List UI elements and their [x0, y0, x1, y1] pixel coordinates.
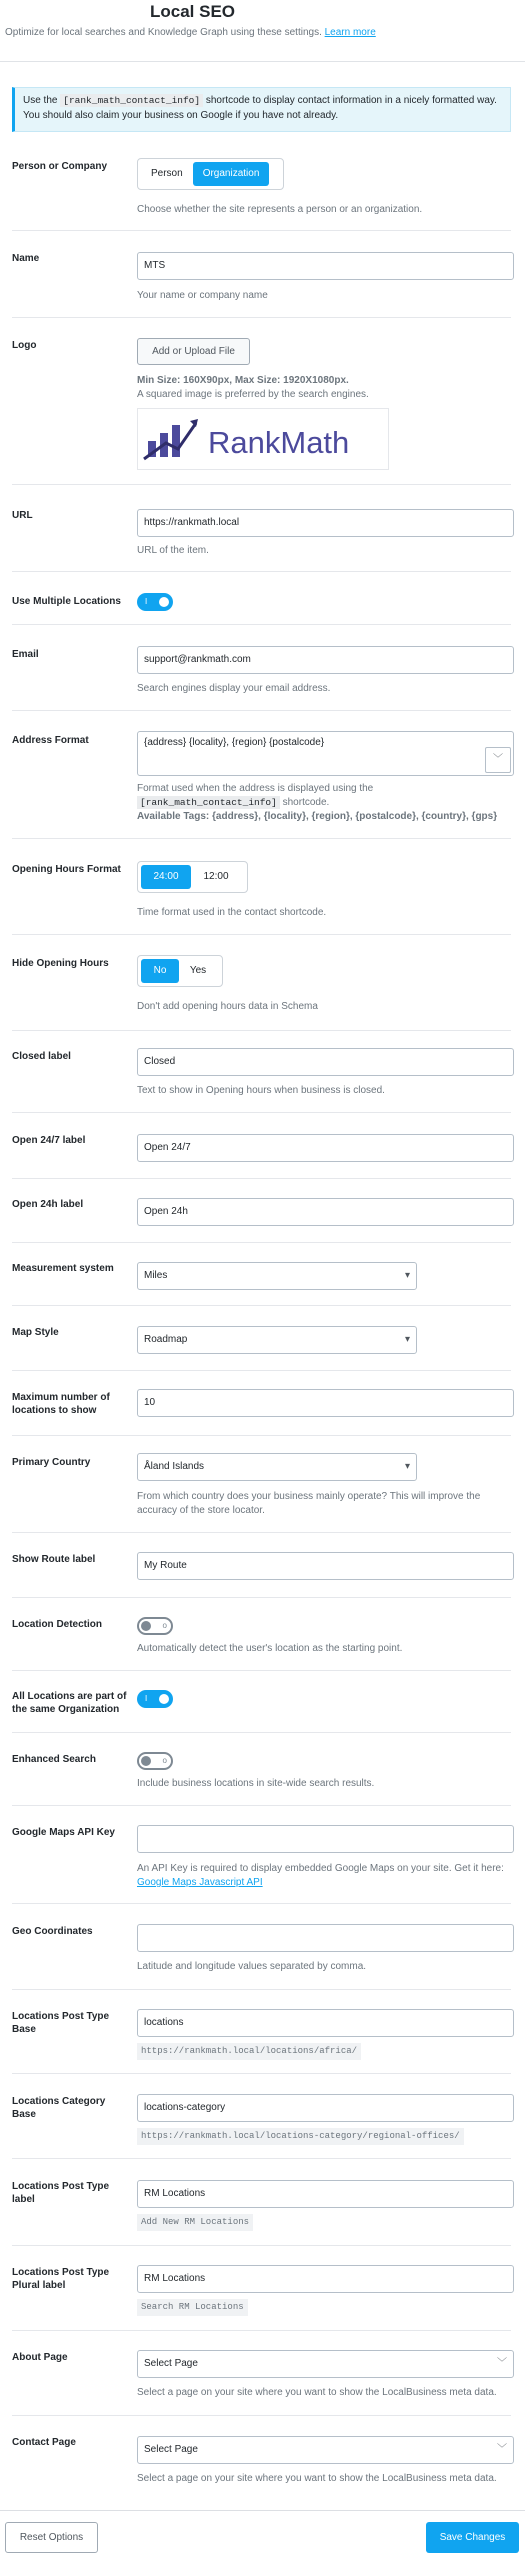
person-company-toggle [137, 158, 284, 190]
learn-more-link[interactable]: Learn more [324, 27, 376, 38]
hide-hours-desc: Don't add opening hours data in Schema [137, 1001, 318, 1012]
person-option[interactable]: Person [151, 168, 183, 179]
rankmath-logo-icon [138, 409, 388, 469]
divider [12, 1178, 511, 1179]
hide-hours-yes-option[interactable]: Yes [189, 965, 207, 976]
post-type-base-example: https://rankmath.local/locations/africa/ [137, 2043, 361, 2060]
about-page-select[interactable]: Select Page ﹀ [137, 2350, 514, 2378]
about-page-desc: Select a page on your site where you want to show the LocalBusiness meta data. [137, 2387, 497, 2398]
divider [12, 1370, 511, 1371]
logo-preview [137, 408, 389, 470]
reset-options-button[interactable]: Reset Options [5, 2522, 98, 2553]
about-page-label: About Page [12, 2352, 68, 2363]
shortcode-code: [rank_math_contact_info] [60, 94, 203, 107]
multi-locations-label: Use Multiple Locations [12, 596, 121, 607]
measurement-select[interactable]: Miles ▾ [137, 1262, 417, 1290]
person-company-desc: Choose whether the site represents a person or an organization. [137, 204, 423, 215]
same-org-toggle[interactable]: I [137, 1690, 173, 1708]
name-label: Name [12, 253, 40, 264]
name-desc: Your name or company name [137, 290, 268, 301]
closed-label-field[interactable]: Closed [137, 1048, 514, 1076]
hours-format-toggle [137, 861, 248, 893]
gmaps-key-label: Google Maps API Key [12, 1827, 115, 1838]
post-type-plural-field[interactable]: RM Locations [137, 2265, 514, 2293]
contact-page-select[interactable]: Select Page ﹀ [137, 2436, 514, 2464]
divider [12, 2415, 511, 2416]
category-base-field[interactable]: locations-category [137, 2094, 514, 2122]
divider [12, 2245, 511, 2246]
divider [12, 1112, 511, 1113]
hours-format-desc: Time format used in the contact shortcode. [137, 907, 327, 918]
person-company-label: Person or Company [12, 161, 108, 172]
contact-page-desc: Select a page on your site where you want to show the LocalBusiness meta data. [137, 2473, 497, 2484]
gmaps-api-link[interactable]: Google Maps Javascript API [137, 1877, 263, 1888]
logo-pref-info: A squared image is preferred by the search engines. [137, 389, 369, 400]
hide-hours-no-option[interactable]: No [141, 959, 179, 983]
email-label: Email [12, 649, 39, 660]
divider [12, 1670, 511, 1671]
divider [12, 571, 511, 572]
map-style-label: Map Style [12, 1327, 59, 1338]
logo-brand-text: RankMath [208, 425, 350, 460]
divider [12, 624, 511, 625]
email-field[interactable]: support@rankmath.com [137, 646, 514, 674]
hours-format-label: Opening Hours Format [12, 864, 121, 875]
divider [12, 2330, 511, 2331]
show-route-label: Show Route label [12, 1554, 96, 1565]
chevron-down-icon: ﹀ [497, 2358, 507, 2369]
address-format-desc: Format used when the address is displayed using the [rank_math_contact_info] shortcode. Available Tags: {address}, {locality}, {region}, {postalcode}, {country}, {gps} [137, 783, 498, 822]
primary-country-label: Primary Country [12, 1457, 91, 1468]
show-route-field[interactable]: My Route [137, 1552, 514, 1580]
multi-locations-toggle[interactable]: I [137, 593, 173, 611]
max-locations-field[interactable]: 10 [137, 1389, 514, 1417]
chevron-down-icon: ﹀ [497, 2444, 507, 2455]
primary-country-desc: From which country does your business mainly operate? This will improve the accuracy of the store locator. [137, 1491, 481, 1516]
divider [12, 1732, 511, 1733]
closed-label-label: Closed label [12, 1051, 71, 1062]
chevron-down-icon[interactable]: ﹀ [485, 747, 511, 773]
enhanced-search-toggle[interactable]: o [137, 1752, 173, 1770]
open24h-field[interactable]: Open 24h [137, 1198, 514, 1226]
geo-desc: Latitude and longitude values separated by comma. [137, 1961, 367, 1972]
hide-hours-label: Hide Opening Hours [12, 958, 109, 969]
divider [12, 1532, 511, 1533]
name-field[interactable]: MTS [137, 252, 514, 280]
divider [12, 838, 511, 839]
url-desc: URL of the item. [137, 545, 209, 556]
email-desc: Search engines display your email address. [137, 683, 331, 694]
divider [12, 1903, 511, 1904]
location-detection-toggle[interactable]: o [137, 1617, 173, 1635]
post-type-plural-label: Locations Post Type Plural label [12, 2267, 110, 2291]
address-format-field[interactable]: {address} {locality}, {region} {postalcode} ﹀ [137, 731, 514, 776]
chevron-down-icon: ▾ [404, 1270, 410, 1281]
max-locations-label: Maximum number of locations to show [12, 1392, 110, 1416]
divider [12, 934, 511, 935]
logo-label: Logo [12, 340, 37, 351]
upload-logo-button[interactable]: Add or Upload File [137, 338, 250, 365]
map-style-select[interactable]: Roadmap ▾ [137, 1326, 417, 1354]
divider [12, 484, 511, 485]
post-type-base-label: Locations Post Type Base [12, 2011, 110, 2035]
post-type-label-example: Add New RM Locations [137, 2214, 253, 2231]
divider [12, 230, 511, 231]
divider [12, 1597, 511, 1598]
divider [12, 1805, 511, 1806]
contact-page-label: Contact Page [12, 2437, 76, 2448]
primary-country-select[interactable]: Åland Islands ▾ [137, 1453, 417, 1481]
chevron-down-icon: ▾ [404, 1334, 410, 1345]
divider [12, 1030, 511, 1031]
url-label: URL [12, 510, 33, 521]
location-detection-label: Location Detection [12, 1619, 103, 1630]
organization-option[interactable]: Organization [193, 162, 270, 186]
category-base-example: https://rankmath.local/locations-category/regional-offices/ [137, 2128, 464, 2145]
post-type-plural-example: Search RM Locations [137, 2299, 248, 2316]
open247-label: Open 24/7 label [12, 1135, 86, 1146]
gmaps-key-field[interactable] [137, 1825, 514, 1853]
divider [12, 2158, 511, 2159]
location-detection-desc: Automatically detect the user's location as the starting point. [137, 1643, 403, 1654]
post-type-label-field[interactable]: RM Locations [137, 2180, 514, 2208]
hours-24-option[interactable]: 24:00 [141, 865, 191, 889]
page-title: Local SEO [150, 2, 236, 21]
post-type-base-field[interactable]: locations [137, 2009, 514, 2037]
divider [12, 317, 511, 318]
measurement-label: Measurement system [12, 1263, 114, 1274]
geo-label: Geo Coordinates [12, 1926, 93, 1937]
same-org-label: All Locations are part of the same Organization [12, 1691, 127, 1715]
enhanced-search-desc: Include business locations in site-wide search results. [137, 1778, 375, 1789]
address-format-label: Address Format [12, 735, 89, 746]
hide-hours-toggle [137, 955, 223, 987]
logo-size-info: Min Size: 160X90px, Max Size: 1920X1080px. [137, 375, 349, 386]
page-subtitle: Optimize for local searches and Knowledge Graph using these settings. Learn more [5, 27, 376, 38]
chevron-down-icon: ▾ [404, 1461, 410, 1472]
divider [12, 1305, 511, 1306]
divider [12, 2073, 511, 2074]
post-type-label-label: Locations Post Type label [12, 2181, 110, 2205]
gmaps-key-desc: An API Key is required to display embedded Google Maps on your site. Get it here: Google Maps Javascript API [137, 1863, 504, 1888]
shortcode-notice: Use the [rank_math_contact_info] shortcode to display contact information in a nicely formatted way. You should also claim your business on Google if you have not already. [12, 87, 511, 132]
save-changes-button[interactable]: Save Changes [426, 2522, 519, 2553]
hours-12-option[interactable]: 12:00 [203, 871, 229, 882]
enhanced-search-label: Enhanced Search [12, 1754, 96, 1765]
open24h-label: Open 24h label [12, 1199, 84, 1210]
divider [12, 710, 511, 711]
closed-label-desc: Text to show in Opening hours when business is closed. [137, 1085, 385, 1096]
geo-field[interactable] [137, 1924, 514, 1952]
divider [12, 1242, 511, 1243]
divider [12, 1989, 511, 1990]
open247-field[interactable]: Open 24/7 [137, 1134, 514, 1162]
category-base-label: Locations Category Base [12, 2096, 106, 2120]
divider [12, 1435, 511, 1436]
url-field[interactable]: https://rankmath.local [137, 509, 514, 537]
